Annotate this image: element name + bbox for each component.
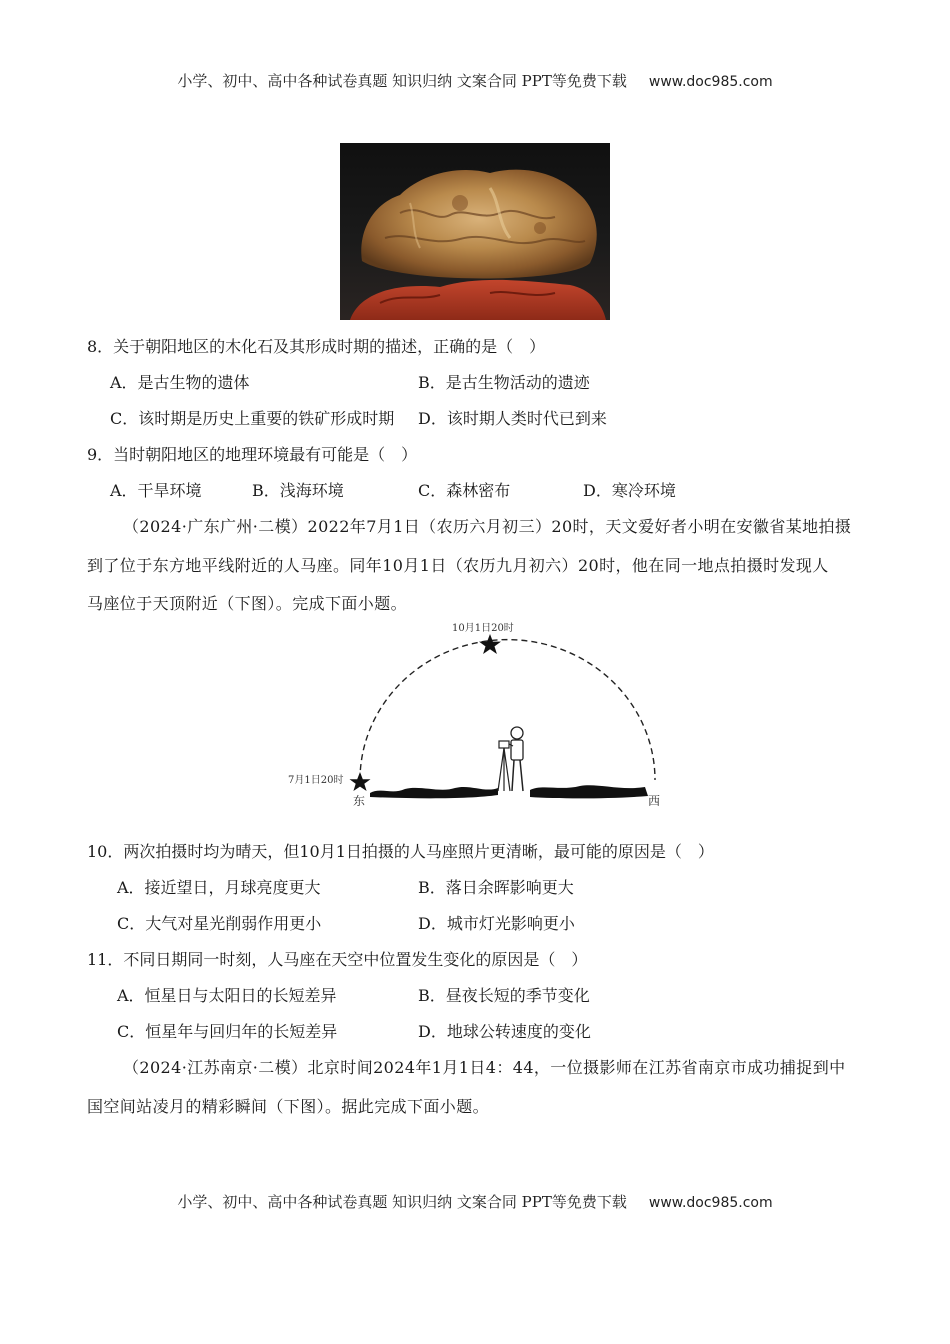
- passage-1-line-3: 马座位于天顶附近（下图）。完成下面小题。: [87, 594, 408, 613]
- passage-2-line-1: （2024·江苏南京·二模）北京时间2024年1月1日4：44，一位摄影师在江苏省南京市成功捕捉到中: [123, 1058, 846, 1077]
- star-july-icon: [350, 772, 371, 791]
- label-jul-1: 7月1日20时: [288, 775, 344, 786]
- footer-url[interactable]: www.doc985.com: [648, 1195, 773, 1211]
- q10-option-d[interactable]: D．城市灯光影响更小: [418, 914, 575, 933]
- page-footer: [0, 1191, 950, 1212]
- q8-option-b[interactable]: B．是古生物活动的遗迹: [418, 373, 590, 392]
- ground-left: [370, 787, 498, 798]
- q8-option-a[interactable]: A．是古生物的遗体: [110, 373, 250, 392]
- q9-option-c[interactable]: C．森林密布: [418, 481, 511, 500]
- page-header: [0, 70, 950, 91]
- label-oct-1: 10月1日20时: [452, 623, 514, 634]
- photographer-icon: [498, 727, 523, 791]
- star-october-icon: [479, 634, 501, 654]
- q8-option-c[interactable]: C．该时期是历史上重要的铁矿形成时期: [110, 409, 395, 428]
- q11-option-b[interactable]: B．昼夜长短的季节变化: [418, 986, 590, 1005]
- q11-option-d[interactable]: D．地球公转速度的变化: [418, 1022, 591, 1041]
- sagittarius-position-diagram: [280, 615, 680, 815]
- q11-option-a[interactable]: A．恒星日与太阳日的长短差异: [117, 986, 337, 1005]
- q10-option-b[interactable]: B．落日余晖影响更大: [418, 878, 574, 897]
- footer-text: 小学、初中、高中各种试卷真题 知识归纳 文案合同 PPT等免费下载: [177, 1193, 627, 1211]
- q8-option-d[interactable]: D．该时期人类时代已到来: [418, 409, 607, 428]
- label-west: 西: [648, 794, 661, 808]
- dashed-arc: [360, 640, 655, 780]
- passage-1-line-2: 到了位于东方地平线附近的人马座。同年10月1日（农历九月初六）20时，他在同一地点拍摄时发现人: [87, 556, 829, 575]
- header-text: 小学、初中、高中各种试卷真题 知识归纳 文案合同 PPT等免费下载: [177, 72, 627, 90]
- petrified-wood-photo: [340, 143, 610, 320]
- q10-option-c[interactable]: C．大气对星光削弱作用更小: [117, 914, 322, 933]
- ground-right: [530, 785, 648, 798]
- passage-1-line-1: （2024·广东广州·二模）2022年7月1日（农历六月初三）20时，天文爱好者小明在安徽省某地拍摄: [123, 517, 852, 536]
- q9-option-d[interactable]: D．寒冷环境: [583, 481, 676, 500]
- header-url[interactable]: www.doc985.com: [648, 74, 773, 90]
- passage-2-line-2: 国空间站凌月的精彩瞬间（下图）。据此完成下面小题。: [87, 1097, 490, 1116]
- label-east: 东: [353, 794, 366, 808]
- q10-option-a[interactable]: A．接近望日，月球亮度更大: [117, 878, 321, 897]
- question-8-stem: 8．关于朝阳地区的木化石及其形成时期的描述，正确的是（ ）: [87, 337, 546, 356]
- question-9-stem: 9．当时朝阳地区的地理环境最有可能是（ ）: [87, 445, 418, 464]
- q11-option-c[interactable]: C．恒星年与回归年的长短差异: [117, 1022, 338, 1041]
- question-11-stem: 11．不同日期同一时刻，人马座在天空中位置发生变化的原因是（ ）: [87, 950, 588, 969]
- petrified-wood-illustration: [340, 143, 610, 320]
- q9-option-b[interactable]: B．浅海环境: [252, 481, 344, 500]
- q9-option-a[interactable]: A．干旱环境: [110, 481, 202, 500]
- question-10-stem: 10．两次拍摄时均为晴天，但10月1日拍摄的人马座照片更清晰，最可能的原因是（ ）: [87, 842, 714, 861]
- diagram-svg: [280, 615, 680, 815]
